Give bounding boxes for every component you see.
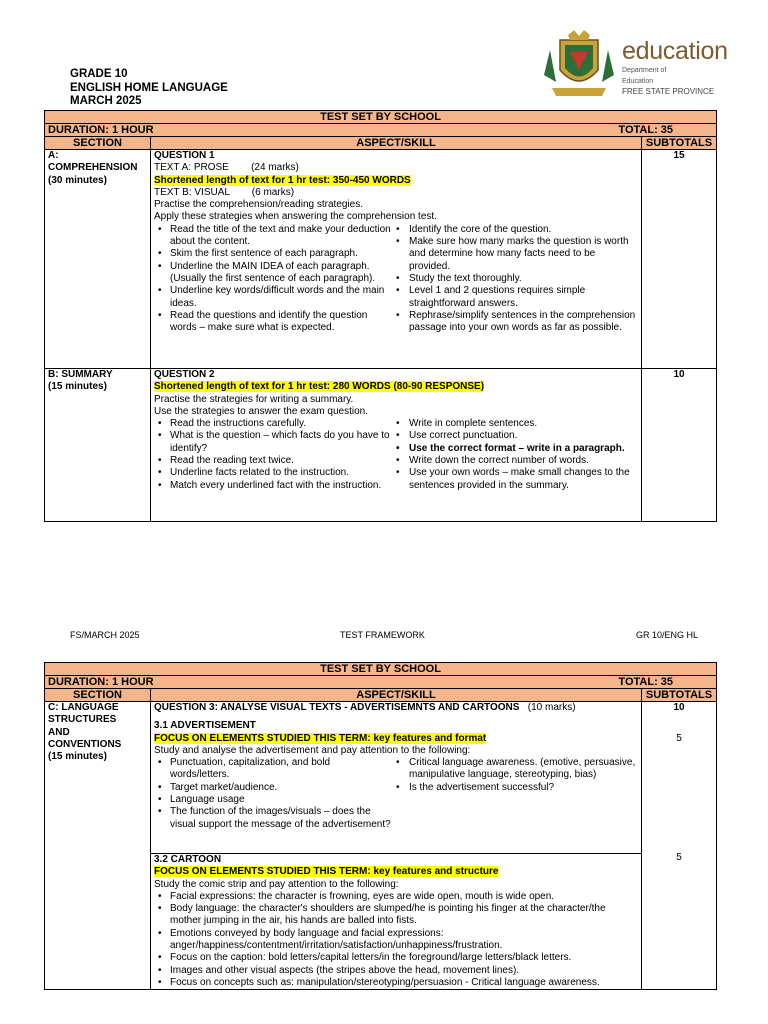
paragraph: Practise the strategies for writing a summary. — [154, 393, 354, 405]
duration-row — [45, 676, 717, 689]
bullet-list-left — [154, 757, 392, 831]
paragraph: Apply these strategies when answering the comprehension test. — [154, 211, 437, 223]
list-item: • Target market/audience. — [154, 782, 392, 794]
list-item: • Use correct punctuation. — [392, 430, 638, 442]
subtotal-cell: 15 — [642, 150, 717, 369]
section-name-2: STRUCTURES — [48, 714, 117, 726]
bullet-list-right — [392, 757, 638, 831]
footer-right: GR 10/ENG HL — [636, 630, 699, 640]
list-item: • Underline facts related to the instruction. — [154, 467, 392, 479]
question-title: QUESTION 3: ANALYSE VISUAL TEXTS - ADVERTISEMNTS AND CARTOONS — [154, 702, 520, 713]
grade-line: GRADE 10 — [70, 68, 128, 80]
list-item: • Use your own words – make small changes to the sentences provided in the summary. — [392, 467, 638, 492]
section-name: COMPREHENSION — [48, 162, 138, 174]
list-item: • Is the advertisement successful? — [392, 782, 638, 794]
column-header-row — [45, 137, 717, 150]
duration-label: DURATION: 1 HOUR — [48, 124, 154, 136]
table-row — [45, 702, 717, 854]
paragraph: Use the strategies to answer the exam question. — [154, 405, 369, 417]
subject-line: ENGLISH HOME LANGUAGE — [70, 81, 228, 94]
col-header-section: SECTION — [45, 689, 151, 702]
col-header-subtotals: SUBTOTALS — [642, 689, 717, 702]
table-title-row — [45, 111, 717, 124]
framework-table-1 — [44, 110, 717, 522]
total-label: TOTAL: 35 — [618, 124, 674, 136]
section-name-3: AND — [48, 726, 70, 738]
list-item: • Read the title of the text and make your deduction about the content. — [154, 224, 392, 249]
section-cell — [45, 369, 151, 522]
list-item: • Use the correct format – write in a paragraph. — [392, 443, 638, 455]
list-item: • Images and other visual aspects (the stripes above the head, movement lines). — [154, 965, 638, 977]
list-item: • Make sure how many marks the question is worth and determine how many facts need to be provided. — [392, 236, 638, 273]
text-a-line: TEXT A: PROSE (24 marks) — [154, 162, 299, 174]
list-item: • Punctuation, capitalization, and bold words/letters. — [154, 757, 392, 782]
paragraph: Study and analyse the advertisement and pay attention to the following: — [154, 744, 471, 756]
list-item: • Level 1 and 2 questions requires simple straightforward answers. — [392, 285, 638, 310]
table-title: TEST SET BY SCHOOL — [45, 111, 717, 124]
text-b-line: TEXT B: VISUAL (6 marks) — [154, 186, 295, 198]
list-item: • Focus on the caption: bold letters/capital letters/in the foreground/large letters/black letters. — [154, 952, 638, 964]
document-header — [70, 68, 228, 109]
highlighted-note: Shortened length of text for 1 hr test: 280 WORDS (80-90 RESPONSE) — [154, 381, 485, 393]
education-logo — [540, 30, 730, 100]
section-name-4: CONVENTIONS — [48, 738, 122, 750]
total-label: TOTAL: 35 — [618, 676, 674, 688]
paragraph: Practise the comprehension/reading strategies. — [154, 199, 364, 211]
advertisement-title: 3.1 ADVERTISEMENT — [154, 720, 256, 732]
subtotal-advertisement: 5 — [676, 733, 682, 745]
bullet-list-left — [154, 224, 392, 335]
col-header-subtotals: SUBTOTALS — [642, 137, 717, 150]
col-header-aspect: ASPECT/SKILL — [151, 689, 642, 702]
column-header-row — [45, 689, 717, 702]
date-line: MARCH 2025 — [70, 95, 142, 107]
aspect-cell — [151, 702, 642, 854]
subtotal-cell — [642, 702, 717, 990]
list-item: • Body language: the character's shoulders are slumped/he is pointing his finger at the character/the mother jumping in the air, his hands are balled into fists. — [154, 903, 638, 928]
list-item: • Critical language awareness. (emotive, persuasive, manipulative language, stereotyping, bias) — [392, 757, 638, 782]
list-item: • Read the reading text twice. — [154, 455, 392, 467]
list-item: • Identify the core of the question. — [392, 224, 638, 236]
section-time: (15 minutes) — [48, 381, 107, 393]
duration-label: DURATION: 1 HOUR — [48, 676, 154, 688]
list-item: • Match every underlined fact with the instruction. — [154, 480, 392, 492]
section-cell — [45, 702, 151, 990]
list-item: • The function of the images/visuals – does the visual support the message of the advertisement? — [154, 806, 392, 831]
section-letter: A: — [48, 150, 59, 161]
list-item: • Underline key words/difficult words and the main ideas. — [154, 285, 392, 310]
aspect-cell — [151, 369, 642, 522]
highlighted-note: FOCUS ON ELEMENTS STUDIED THIS TERM: key features and format — [154, 732, 487, 744]
list-item: • Study the text thoroughly. — [392, 273, 638, 285]
footer-center: TEST FRAMEWORK — [340, 630, 425, 640]
framework-table-2 — [44, 662, 717, 990]
aspect-cell — [151, 854, 642, 990]
duration-row — [45, 124, 717, 137]
list-item: • Facial expressions: the character is frowning, eyes are wide open, mouth is wide open. — [154, 891, 638, 903]
logo-text — [622, 38, 728, 96]
bullet-list — [154, 891, 638, 989]
subtotal-cartoon: 5 — [676, 851, 682, 863]
list-item: • What is the question – which facts do you have to identify? — [154, 430, 392, 455]
col-header-aspect: ASPECT/SKILL — [151, 137, 642, 150]
bullet-list-right — [392, 418, 638, 492]
logo-title: education — [622, 37, 728, 65]
section-time: (15 minutes) — [48, 751, 107, 763]
logo-sub-1: Department of — [622, 67, 667, 74]
list-item: • Language usage — [154, 794, 392, 806]
paragraph: Study the comic strip and pay attention to the following: — [154, 878, 399, 890]
coat-of-arms-icon — [540, 30, 618, 100]
question-title: QUESTION 2 — [154, 369, 215, 380]
subtotal-cell: 10 — [642, 369, 717, 522]
list-item: • Read the instructions carefully. — [154, 418, 392, 430]
table-row — [45, 369, 717, 522]
question-title: QUESTION 1 — [154, 150, 215, 161]
highlighted-note: FOCUS ON ELEMENTS STUDIED THIS TERM: key features and structure — [154, 866, 499, 878]
list-item: • Focus on concepts such as: manipulation/stereotyping/persuasion - Critical language awareness. — [154, 977, 638, 989]
list-item: • Underline the MAIN IDEA of each paragraph. (Usually the first sentence of each paragraph). — [154, 261, 392, 286]
section-name: C: LANGUAGE — [48, 702, 119, 713]
section-time: (30 minutes) — [48, 174, 107, 186]
table-row — [45, 150, 717, 369]
aspect-cell — [151, 150, 642, 369]
col-header-section: SECTION — [45, 137, 151, 150]
list-item: • Rephrase/simplify sentences in the comprehension passage into your own words as far as possible. — [392, 310, 638, 335]
highlighted-note: Shortened length of text for 1 hr test: 350-450 WORDS — [154, 174, 411, 186]
list-item: • Skim the first sentence of each paragraph. — [154, 248, 392, 260]
list-item: • Emotions conveyed by body language and facial expressions: anger/happiness/contentment/irritation/satisfaction/unhappiness/frustration. — [154, 928, 638, 953]
section-cell — [45, 150, 151, 369]
section-name: B: SUMMARY — [48, 369, 113, 380]
list-item: • Read the questions and identify the question words – make sure what is expected. — [154, 310, 392, 335]
list-item: • Write down the correct number of words. — [392, 455, 638, 467]
bullet-list-left — [154, 418, 392, 492]
footer-left: FS/MARCH 2025 — [70, 630, 140, 640]
cartoon-title: 3.2 CARTOON — [154, 854, 222, 865]
table-title: TEST SET BY SCHOOL — [45, 663, 717, 676]
subtotal-question: 10 — [673, 702, 685, 713]
question-marks: (10 marks) — [519, 702, 576, 713]
logo-sub-3: FREE STATE PROVINCE — [622, 87, 715, 96]
bullet-list-right — [392, 224, 638, 335]
table-title-row — [45, 663, 717, 676]
list-item: • Write in complete sentences. — [392, 418, 638, 430]
logo-sub-2: Education — [622, 77, 654, 85]
